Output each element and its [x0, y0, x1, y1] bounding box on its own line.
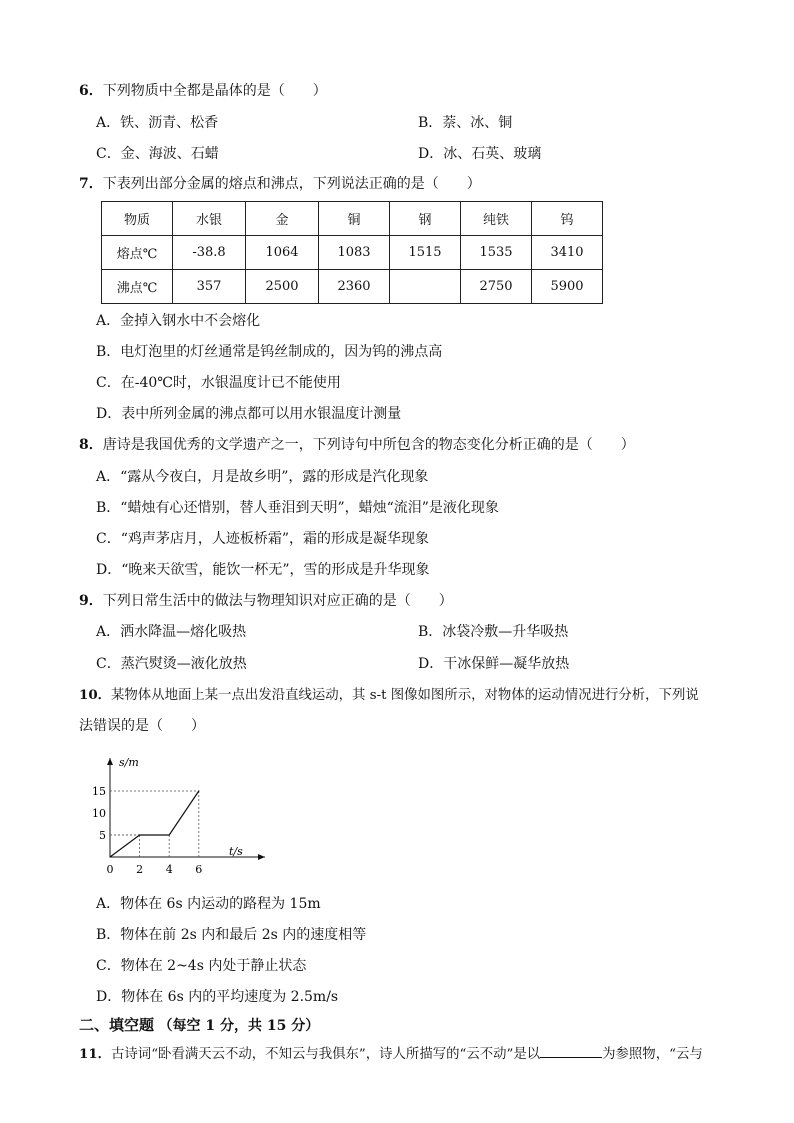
table-cell: 2750 — [461, 270, 532, 304]
data-point — [198, 790, 199, 791]
table-header-cell: 钢 — [390, 202, 461, 236]
question-7-option-c: C．在-40℃时，水银温度计已不能使用 — [96, 375, 341, 391]
question-10-option-c: C．物体在 2~4s 内处于静止状态 — [96, 958, 307, 974]
table-row — [102, 270, 603, 304]
table-cell: 熔点℃ — [102, 236, 173, 270]
question-10-option-a: A．物体在 6s 内运动的路程为 15m — [96, 896, 321, 912]
table-header-row — [102, 202, 603, 236]
question-6-option-d: D．冰、石英、玻璃 — [418, 146, 542, 162]
table-cell: 1515 — [390, 236, 461, 270]
x-tick-label: 6 — [195, 863, 203, 876]
table-header-cell: 物质 — [102, 202, 173, 236]
table-cell: 357 — [173, 270, 246, 304]
data-point — [139, 834, 140, 835]
question-11-stem: 11．古诗词“卧看满天云不动，不知云与我俱东”，诗人所描写的“云不动”是以 为参照物，“云与 — [79, 1043, 703, 1065]
question-8-option-a: A．“露从今夜白，月是故乡明”，露的形成是汽化现象 — [96, 469, 429, 485]
metal-melting-boiling-table — [101, 201, 603, 304]
question-9-option-d: D．干冰保鲜—凝华放热 — [418, 656, 570, 672]
table-header-cell: 金 — [246, 202, 319, 236]
table-cell: -38.8 — [173, 236, 246, 270]
x-axis-arrow — [258, 854, 265, 860]
table-header-cell: 钨 — [532, 202, 603, 236]
question-9-option-a: A．洒水降温—熔化吸热 — [96, 624, 247, 640]
question-8-option-b: B．“蜡烛有心还惜别，替人垂泪到天明”，蜡烛“流泪”是液化现象 — [96, 500, 499, 516]
question-10-option-b: B．物体在前 2s 内和最后 2s 内的速度相等 — [96, 927, 367, 943]
data-point — [109, 856, 110, 857]
table-cell: 2500 — [246, 270, 319, 304]
table-cell — [390, 270, 461, 304]
question-7-option-a: A．金掉入钢水中不会熔化 — [96, 313, 261, 329]
question-7-option-b: B．电灯泡里的灯丝通常是钨丝制成的，因为钨的沸点高 — [96, 344, 443, 360]
data-point — [169, 834, 170, 835]
question-10-option-d: D．物体在 6s 内的平均速度为 2.5m/s — [96, 989, 339, 1005]
y-axis-arrow — [107, 758, 113, 765]
series-line — [110, 791, 199, 857]
table-cell: 3410 — [532, 236, 603, 270]
y-tick-label: 15 — [92, 785, 106, 798]
question-10-stem-line-2: 法错误的是（ ） — [79, 718, 205, 734]
question-6-option-c: C．金、海波、石蜡 — [96, 146, 219, 162]
graph-marks — [109, 790, 199, 857]
table-header-cell: 纯铁 — [461, 202, 532, 236]
table-cell: 2360 — [319, 270, 390, 304]
y-tick-label: 10 — [92, 807, 106, 820]
question-6-option-a: A．铁、沥青、松香 — [96, 115, 219, 131]
table-header-cell: 铜 — [319, 202, 390, 236]
section-2-heading: 二、填空题 （每空 1 分，共 15 分） — [79, 1016, 320, 1034]
question-9-stem: 9．下列日常生活中的做法与物理知识对应正确的是（ ） — [79, 593, 453, 609]
question-9-option-b: B．冰袋冷敷—升华吸热 — [418, 624, 569, 640]
question-7-option-d: D．表中所列金属的沸点都可以用水银温度计测量 — [96, 406, 402, 422]
question-8-option-d: D．“晚来天欲雪，能饮一杯无”，雪的形成是升华现象 — [96, 562, 430, 578]
y-tick-label: 5 — [99, 829, 106, 842]
table-cell: 沸点℃ — [102, 270, 173, 304]
y-axis-label: s/m — [119, 756, 139, 769]
question-9-option-c: C．蒸汽熨烫—液化放热 — [96, 656, 247, 672]
question-8-stem: 8．唐诗是我国优秀的文学遗产之一，下列诗句中所包含的物态变化分析正确的是（ ） — [79, 437, 635, 453]
table-cell: 5900 — [532, 270, 603, 304]
graph-frame — [92, 756, 265, 876]
question-10-stem-line-1: 10．某物体从地面上某一点出发沿直线运动，其 s-t 图像如图所示，对物体的运动情况进行分析，下列说 — [79, 687, 699, 703]
question-8-option-c: C．“鸡声茅店月，人迹板桥霜”，霜的形成是凝华现象 — [96, 531, 430, 547]
table-row — [102, 236, 603, 270]
answer-blank[interactable] — [540, 1043, 602, 1058]
table-cell: 1083 — [319, 236, 390, 270]
question-6-option-b: B．萘、冰、铜 — [418, 115, 513, 131]
x-tick-label: 0 — [106, 863, 114, 876]
table-cell: 1064 — [246, 236, 319, 270]
x-tick-label: 2 — [136, 863, 144, 876]
question-7-stem: 7．下表列出部分金属的熔点和沸点，下列说法正确的是（ ） — [79, 176, 481, 192]
s-t-graph — [92, 750, 275, 880]
question-6-stem: 6．下列物质中全都是晶体的是（ ） — [79, 83, 327, 99]
table-header-cell: 水银 — [173, 202, 246, 236]
x-axis-label: t/s — [229, 845, 243, 858]
table-cell: 1535 — [461, 236, 532, 270]
x-tick-label: 4 — [165, 863, 173, 876]
